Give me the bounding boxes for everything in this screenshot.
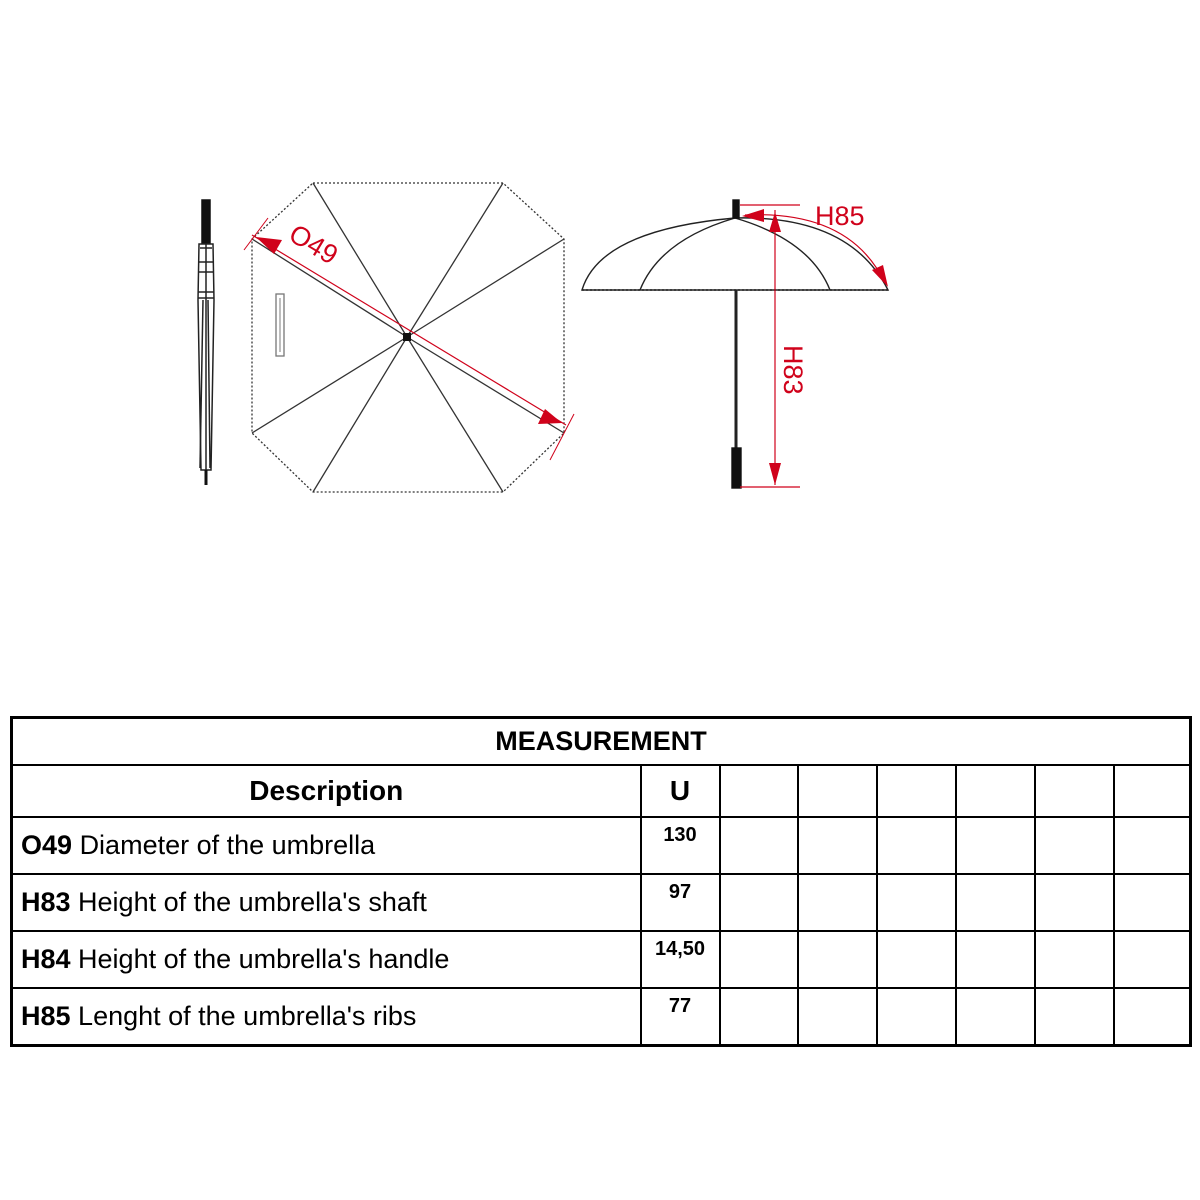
measure-description: Lenght of the umbrella's ribs (78, 1001, 417, 1031)
empty-size-header (1035, 765, 1114, 817)
measure-description: Diameter of the umbrella (79, 830, 376, 860)
description-cell (12, 874, 641, 931)
empty-cell (720, 931, 798, 988)
empty-cell (720, 988, 798, 1046)
description-cell (12, 988, 641, 1046)
empty-size-header (1114, 765, 1191, 817)
empty-cell (798, 988, 877, 1046)
empty-cell (1035, 874, 1114, 931)
umbrella-technical-drawing (0, 0, 1200, 520)
empty-cell (1035, 988, 1114, 1046)
empty-size-header (956, 765, 1035, 817)
umbrella-side-view (582, 200, 888, 488)
value-cell: 97 (641, 874, 720, 931)
table-row (12, 988, 1191, 1046)
value-cell: 130 (641, 817, 720, 874)
measure-code: H85 (21, 1001, 71, 1031)
value-cell: 14,50 (641, 931, 720, 988)
empty-cell (720, 874, 798, 931)
empty-cell (877, 988, 956, 1046)
empty-size-header (798, 765, 877, 817)
measure-description: Height of the umbrella's handle (78, 944, 450, 974)
empty-cell (877, 874, 956, 931)
empty-cell (1035, 817, 1114, 874)
empty-cell (798, 817, 877, 874)
diameter-label: O49 (283, 218, 344, 271)
measure-code: H83 (21, 887, 71, 917)
measure-code: O49 (21, 830, 73, 860)
table-row (12, 817, 1191, 874)
empty-cell (1114, 874, 1191, 931)
empty-size-header (720, 765, 798, 817)
empty-cell (1114, 988, 1191, 1046)
measure-code: H84 (21, 944, 71, 974)
closed-umbrella-drawing (198, 200, 214, 485)
empty-cell (1114, 817, 1191, 874)
empty-cell (956, 874, 1035, 931)
empty-cell (798, 874, 877, 931)
empty-size-header (877, 765, 956, 817)
table-row (12, 931, 1191, 988)
description-cell (12, 931, 641, 988)
measure-description: Height of the umbrella's shaft (78, 887, 427, 917)
rib-length-label: H85 (815, 201, 865, 231)
measurement-table (10, 716, 1192, 1047)
value-cell: 77 (641, 988, 720, 1046)
table-row (12, 874, 1191, 931)
description-cell (12, 817, 641, 874)
empty-cell (956, 988, 1035, 1046)
empty-cell (877, 817, 956, 874)
empty-cell (798, 931, 877, 988)
empty-cell (877, 931, 956, 988)
empty-cell (1114, 931, 1191, 988)
description-header: Description (12, 765, 641, 817)
empty-cell (1035, 931, 1114, 988)
empty-cell (956, 817, 1035, 874)
empty-cell (956, 931, 1035, 988)
size-header-u: U (641, 765, 720, 817)
table-title: MEASUREMENT (12, 718, 1191, 766)
shaft-height-label: H83 (778, 345, 808, 395)
empty-cell (720, 817, 798, 874)
